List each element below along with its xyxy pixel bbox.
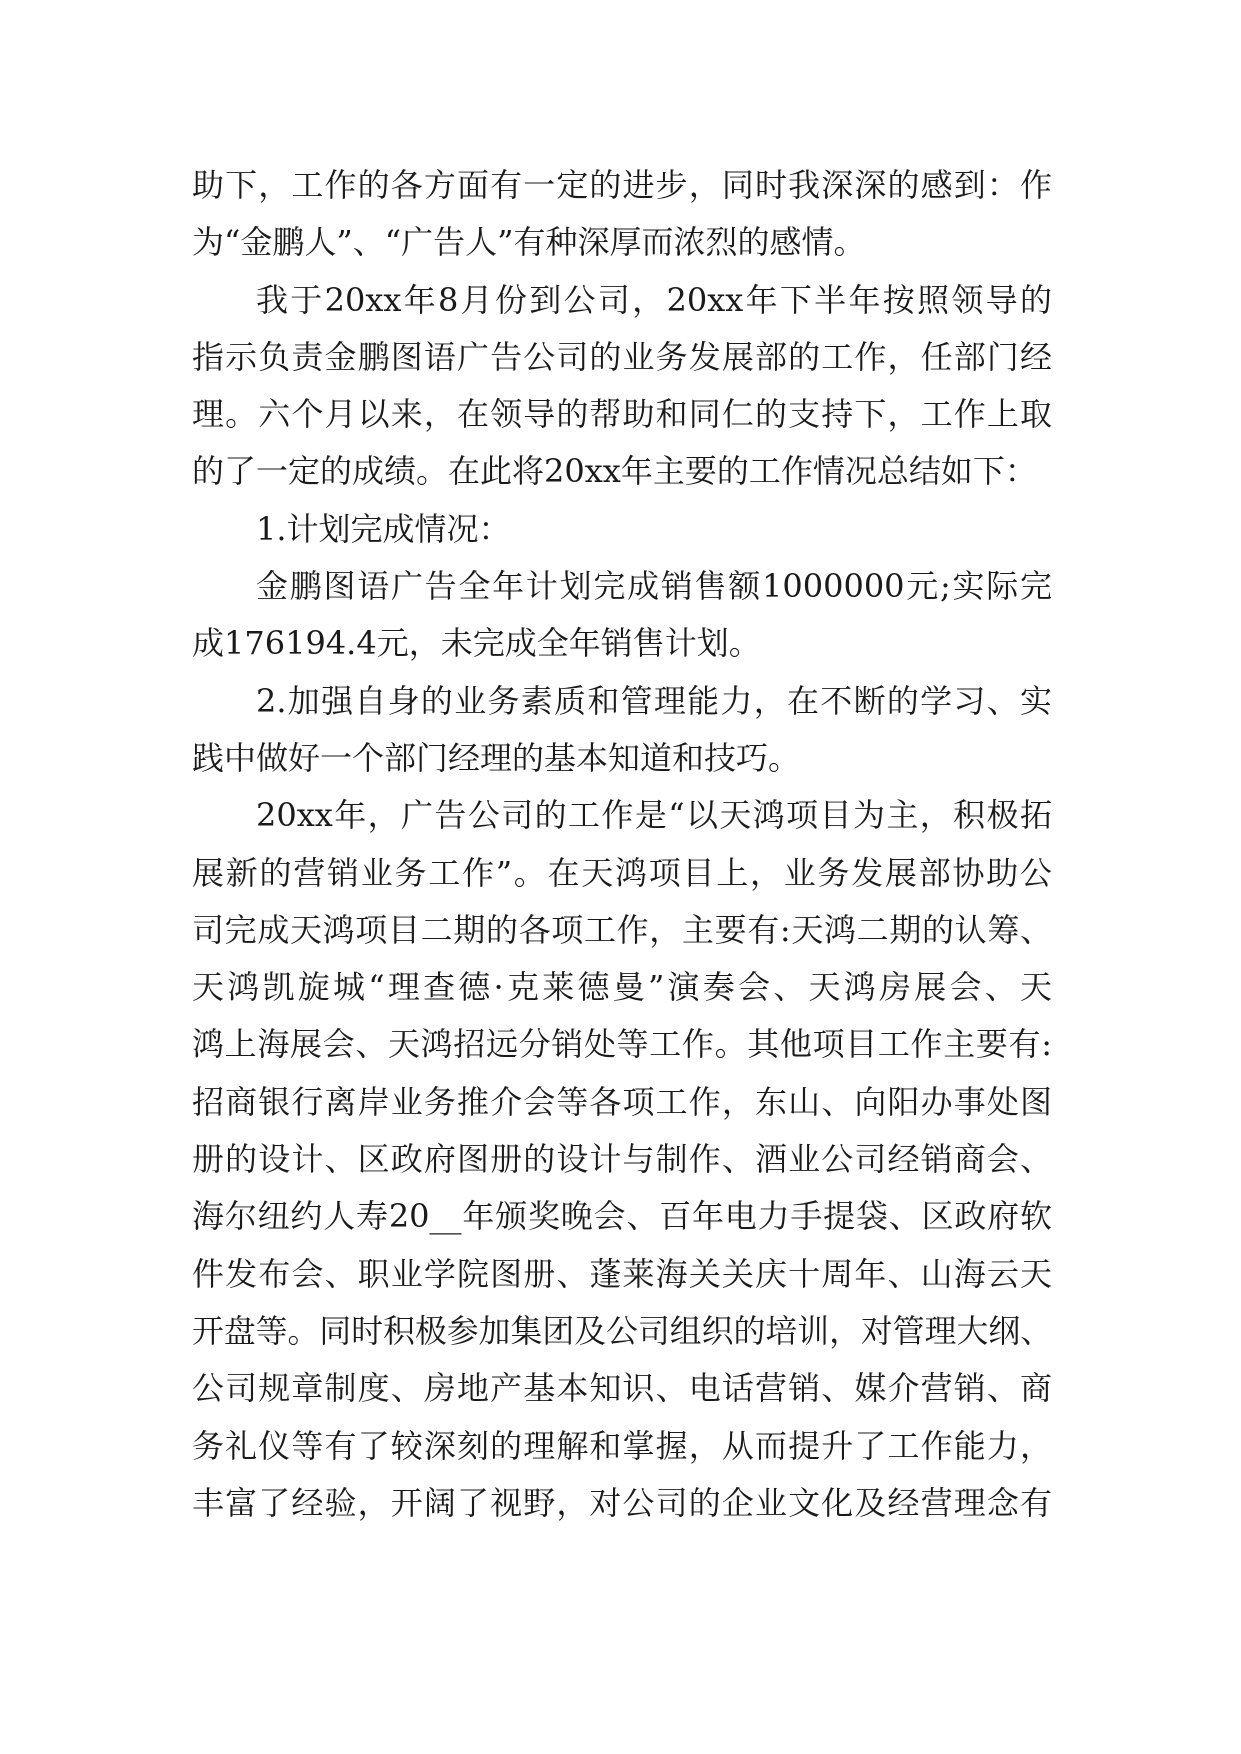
text-line: 公司规章制度、房地产基本知识、电话营销、媒介营销、商 (192, 1369, 1052, 1408)
paragraph-line: 金鹏图语广告全年计划完成销售额1000000元;实际完 (256, 567, 1052, 606)
text-line: 海尔纽约人寿20__年颁奖晚会、百年电力手提袋、区政府软 (192, 1197, 1052, 1236)
text-line: 的了一定的成绩。在此将20xx年主要的工作情况总结如下： (192, 452, 1037, 491)
text-line: 指示负责金鹏图语广告公司的业务发展部的工作，任部门经 (192, 337, 1052, 376)
text-line: 天鸿凯旋城“理查德·克莱德曼”演奏会、天鸿房展会、天 (192, 968, 1052, 1007)
text-line: 鸿上海展会、天鸿招远分销处等工作。其他项目工作主要有: (192, 1025, 1052, 1064)
text-line: 丰富了经验，开阔了视野，对公司的企业文化及经营理念有 (192, 1483, 1052, 1522)
paragraph-line: 我于20xx年8月份到公司，20xx年下半年按照领导的 (256, 280, 1052, 319)
paragraph-line: 20xx年，广告公司的工作是“以天鸿项目为主，积极拓 (256, 796, 1052, 835)
text-line: 助下，工作的各方面有一定的进步，同时我深深的感到：作 (192, 166, 1052, 204)
section-heading: 2.加强自身的业务素质和管理能力，在不断的学习、实 (256, 681, 1052, 720)
text-line: 践中做好一个部门经理的基本知道和技巧。 (192, 738, 801, 777)
text-line: 招商银行离岸业务推介会等各项工作，东山、向阳办事处图 (192, 1082, 1052, 1121)
body-text (192, 157, 1052, 1532)
text-line: 件发布会、职业学院图册、蓬莱海关关庆十周年、山海云天 (192, 1254, 1052, 1293)
text-line: 展新的营销业务工作”。在天鸿项目上，业务发展部协助公 (192, 853, 1052, 892)
text-line: 理。六个月以来，在领导的帮助和同仁的支持下，工作上取 (192, 395, 1052, 434)
text-line: 为“金鹏人”、“广告人”有种深厚而浓烈的感情。 (192, 223, 866, 262)
text-line: 司完成天鸿项目二期的各项工作，主要有:天鸿二期的认筹、 (192, 910, 1052, 949)
text-line: 成176194.4元，未完成全年销售计划。 (192, 624, 761, 663)
text-line: 开盘等。同时积极参加集团及公司组织的培训，对管理大纲、 (192, 1312, 1052, 1350)
text-line: 册的设计、区政府图册的设计与制作、酒业公司经销商会、 (192, 1140, 1052, 1179)
section-heading: 1.计划完成情况： (256, 509, 511, 548)
text-line: 务礼仪等有了较深刻的理解和掌握，从而提升了工作能力， (192, 1426, 1052, 1465)
